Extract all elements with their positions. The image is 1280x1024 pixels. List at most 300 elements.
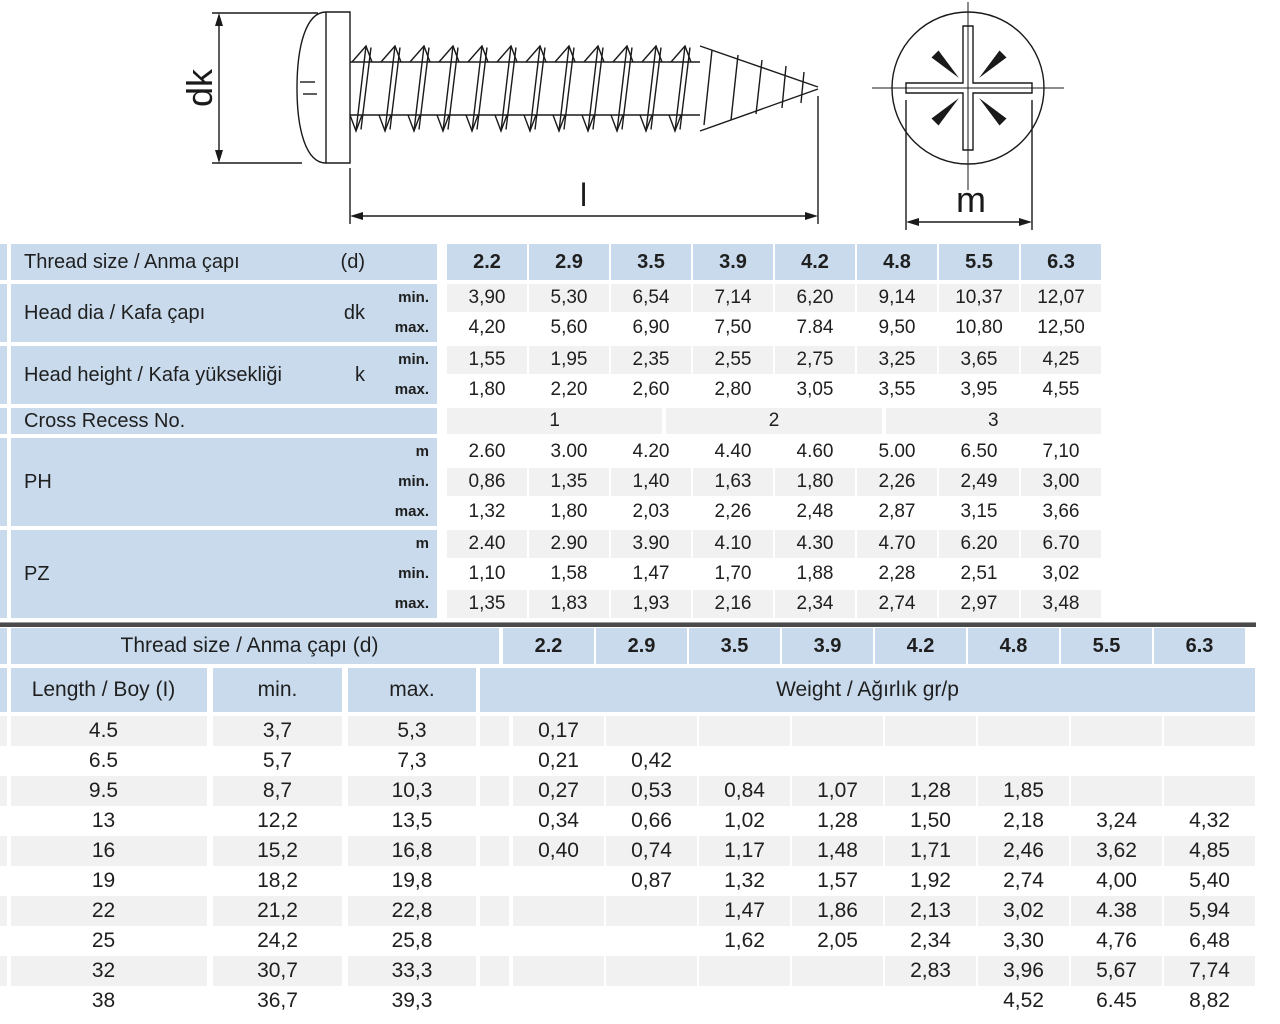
weight-cells [513,956,1255,986]
table-cell: 5.5 [939,244,1019,280]
row-label-text: Cross Recess No. [24,409,186,432]
min-cell: 18,2 [257,869,298,892]
weight-cells [513,986,1255,1016]
table-cell: 2,13 [885,896,976,926]
table-row [0,896,1256,926]
table-cell: 1,80 [775,468,855,496]
table-cell: 1,47 [632,563,670,584]
weight-cells [513,746,1255,776]
length-cell: 9.5 [0,776,207,806]
size-header-cells [503,628,1245,664]
length-cell: 16 [0,836,207,866]
table-cell: 6.70 [1021,530,1101,558]
table-cell: 2,55 [693,346,773,374]
table-cell: 2.60 [468,441,506,462]
table-cell: 1,28 [817,809,858,832]
table-cell: 2.9 [529,244,609,280]
table-cell: 1,10 [468,563,506,584]
table-cell: 1,80 [468,379,506,400]
table-cell: 4,25 [1021,346,1101,374]
table-cell: 2.2 [447,244,527,280]
table-cell: 2,74 [1003,869,1044,892]
table-cell [1164,716,1255,746]
table-cell: 1,48 [792,836,883,866]
length-cell: 22 [0,896,207,926]
table-cell: 3,00 [1021,468,1101,496]
table-cell: 6.20 [939,530,1019,558]
table-cell: 1,85 [978,776,1069,806]
table-cell: 7.84 [796,317,834,338]
table-cell [606,926,697,956]
row-label-thread-size [0,244,437,280]
sublabel: min. [398,473,429,490]
table-cell: 2,35 [611,346,691,374]
table-cell: 1,93 [611,590,691,618]
table-cell: 5,67 [1071,956,1162,986]
table-cell: 1,17 [699,836,790,866]
screw-side-view [212,12,818,224]
table-cell: 3,96 [978,956,1069,986]
table-block-cross-recess [0,408,1102,434]
table-row [0,866,1256,896]
table-cell: 2,87 [878,501,916,522]
length-dimension-label: l [580,177,588,213]
table-row-values [447,560,1101,588]
table-cell [699,746,790,776]
table-cell [513,986,604,1016]
table-cell: 2,51 [960,563,998,584]
min-cell: 15,2 [213,836,342,866]
table-cell: 0,40 [513,836,604,866]
table-cell: 4.8 [857,244,937,280]
sublabel: min. [398,289,429,306]
table-cell: 0,66 [631,809,672,832]
table-cell: 5,60 [550,317,588,338]
table-cell: 0,17 [513,716,604,746]
table-cell: 7,14 [693,284,773,312]
table2-header-label: Thread size / Anma çapı (d) [0,628,499,664]
table-cell: 2 [666,408,881,434]
table-cell: 3,95 [960,379,998,400]
recess-width-dimension-label: m [956,179,986,220]
table-cell: 2.90 [529,530,609,558]
table-cell: 3,25 [857,346,937,374]
table-cell: 3,65 [939,346,1019,374]
min-cell: 3,7 [213,716,342,746]
table-cell: 6,20 [775,284,855,312]
table-cell: 4,32 [1189,809,1230,832]
table-cell: 4,20 [468,317,506,338]
dk-dimension-label: dk [179,68,220,108]
length-cell: 25 [0,926,207,956]
table-cell [513,866,604,896]
table-cell [1071,746,1162,776]
table-row-values [447,438,1101,466]
table-cell: 1,55 [447,346,527,374]
table-cell: 3,66 [1042,501,1080,522]
min-cell: 12,2 [257,809,298,832]
table-row-values [447,284,1101,312]
table-cell [513,956,604,986]
row-label-head-dia [0,284,437,342]
max-cell: 5,3 [348,716,476,746]
table-cell: 4.10 [693,530,773,558]
table-cell: 6,90 [632,317,670,338]
table-cell: 1,63 [693,468,773,496]
dimensions-table [0,244,1102,618]
table-cell: 6.3 [1021,244,1101,280]
table-cell: 2,60 [632,379,670,400]
max-cell: 7,3 [397,749,427,772]
table-cell: 6.50 [960,441,998,462]
table-cell: 0,87 [631,869,672,892]
table-cell: 5.5 [1061,628,1152,664]
table-cell: 1,28 [885,776,976,806]
table-cell [699,986,790,1016]
table-cell: 2,16 [693,590,773,618]
table-cell: 1,07 [792,776,883,806]
table-cell [978,746,1069,776]
table-cell: 2,05 [817,929,858,952]
table-cell: 2,75 [775,346,855,374]
table-cell: 3 [886,408,1101,434]
table-cell: 9,14 [857,284,937,312]
table-cell [606,716,697,746]
row-label-text: Head dia / Kafa çapı [24,301,206,324]
table-row [0,776,1256,806]
table-row [0,926,1256,956]
row-label-text: Thread size / Anma çapı [24,250,240,273]
screw-head-outline [297,12,350,163]
table-cell: 4.30 [775,530,855,558]
row-label-text: PZ [24,562,50,585]
table-row [0,836,1256,866]
table-cell: 0,42 [631,749,672,772]
table-cell: 1,62 [724,929,765,952]
min-cell: 24,2 [257,929,298,952]
table-cell: 1,40 [611,468,691,496]
table-cell: 2,28 [878,563,916,584]
table-cell: 6.3 [1154,628,1245,664]
table-cell: 1,35 [447,590,527,618]
table-cell [1164,746,1255,776]
table-cell: 1,95 [529,346,609,374]
table-cell: 10,37 [939,284,1019,312]
weight-cells [513,896,1255,926]
table-cell: 3.9 [782,628,873,664]
table-cell: 12,50 [1037,317,1085,338]
max-cell: 39,3 [391,989,433,1012]
table-cell: 3,02 [1042,563,1080,584]
spacer-cell [480,716,509,746]
table-cell: 0,84 [699,776,790,806]
table-cell: 4,55 [1042,379,1080,400]
spacer-cell [480,866,509,896]
max-cell: 22,8 [348,896,476,926]
size-header-cells [447,244,1101,280]
table-cell: 2,34 [910,929,951,952]
table-cell: 3,90 [447,284,527,312]
table2-header-row [0,628,1256,664]
table-cell: 2.2 [503,628,594,664]
table-cell: 3,02 [978,896,1069,926]
table-cell: 1,70 [714,563,752,584]
length-cell: 13 [0,806,207,836]
table-cell: 2,80 [714,379,752,400]
spacer-cell [480,926,509,956]
spacer-cell [480,956,509,986]
table-row [0,956,1256,986]
table-cell: 0,74 [606,836,697,866]
table-cell: 3,62 [1071,836,1162,866]
min-cell: 30,7 [213,956,342,986]
table-cell: 0,34 [538,809,579,832]
table-cell [513,926,604,956]
cross-recess-cells [447,408,1101,434]
table-cell: 4,52 [1003,989,1044,1012]
length-cell: 19 [0,866,207,896]
spacer-cell [480,776,509,806]
sublabel: m [415,535,429,552]
table-cell: 0,53 [606,776,697,806]
row-symbol: k [355,363,365,386]
table-cell: 1,35 [529,468,609,496]
max-cell: 10,3 [348,776,476,806]
table-cell: 2,74 [857,590,937,618]
table-cell: 3.5 [689,628,780,664]
table-row-values [447,468,1101,496]
max-cell: 19,8 [391,869,433,892]
technical-drawing [0,0,1280,242]
table-cell: 1,47 [699,896,790,926]
length-column-header: Length / Boy (I) [0,668,207,712]
weight-cells [513,836,1255,866]
table-block-head-height [0,346,1102,404]
sublabel: min. [398,565,429,582]
table-row-values [447,346,1101,374]
table-cell: 3,24 [1096,809,1137,832]
min-cell: 21,2 [213,896,342,926]
table-cell: 1,32 [724,869,765,892]
table-cell: 4,76 [1096,929,1137,952]
table-cell: 1,88 [796,563,834,584]
table-cell: 0,86 [447,468,527,496]
section-divider [0,622,1256,627]
table-cell: 2.9 [596,628,687,664]
weight-cells [513,866,1255,896]
table-cell [699,956,790,986]
table-row [0,746,1256,776]
weight-cells [513,806,1255,836]
table-cell: 4.2 [775,244,855,280]
table-cell: 1,71 [885,836,976,866]
row-label-pz [0,530,437,618]
table-cell: 3.5 [611,244,691,280]
table-cell [885,716,976,746]
table-cell [792,956,883,986]
max-column-header: max. [348,668,476,712]
table-cell [885,746,976,776]
table-cell: 3.00 [550,441,588,462]
spacer-cell [480,836,509,866]
table-cell: 1,92 [910,869,951,892]
table-cell: 7,10 [1042,441,1080,462]
table-cell: 5.00 [878,441,916,462]
table-cell: 2,26 [857,468,937,496]
table-row [0,716,1256,746]
length-cell: 32 [0,956,207,986]
table-block-pz [0,530,1102,618]
sublabel-column [381,530,429,618]
table-cell: 1 [447,408,662,434]
table-cell [1164,776,1255,806]
table-cell: 4.38 [1071,896,1162,926]
table-cell: 4.8 [968,628,1059,664]
table-cell: 1,32 [468,501,506,522]
table-row-values [447,314,1101,342]
table-cell: 5,94 [1164,896,1255,926]
table-cell [792,716,883,746]
length-cell: 6.5 [0,746,207,776]
sublabel-column [381,346,429,404]
table-cell: 4.60 [796,441,834,462]
table-cell: 7,74 [1164,956,1255,986]
table-row-thread-size [0,244,1102,280]
row-symbol: (d) [340,250,365,273]
table-cell: 5,30 [529,284,609,312]
table-cell: 6.45 [1096,989,1137,1012]
table-cell: 1,86 [792,896,883,926]
table-cell: 4.70 [857,530,937,558]
sublabel-column [381,438,429,526]
row-symbol: dk [343,301,365,324]
table2-subheader-row [0,668,1256,712]
table-cell: 3,55 [878,379,916,400]
min-cell: 5,7 [262,749,293,772]
table-cell [885,986,976,1016]
table-row-values [447,590,1101,618]
table-cell: 3.90 [611,530,691,558]
table-cell: 2,97 [939,590,1019,618]
length-weight-table [0,628,1256,1016]
row-label-head-height [0,346,437,404]
table-cell [792,746,883,776]
min-cell: 36,7 [257,989,298,1012]
table-cell: 2,34 [775,590,855,618]
table-row-values [447,498,1101,526]
sublabel-column [381,284,429,342]
row-label-cross-recess [0,408,437,434]
table-cell: 7,50 [714,317,752,338]
table-cell: 4.2 [875,628,966,664]
table-cell [792,986,883,1016]
table-block-ph [0,438,1102,526]
table-cell: 1,57 [817,869,858,892]
table-cell: 0,21 [538,749,579,772]
table-row [0,806,1256,836]
weight-column-header: Weight / Ağırlık gr/p [480,668,1255,712]
table-cell [1071,716,1162,746]
sublabel: max. [394,503,429,520]
table-cell: 6,48 [1189,929,1230,952]
sublabel: min. [398,351,429,368]
spacer-cell [480,896,509,926]
table-cell: 2,18 [1003,809,1044,832]
table-cell: 1,02 [724,809,765,832]
spacer-cell [480,986,509,1016]
table-cell: 1,58 [550,563,588,584]
table-cell: 2,03 [632,501,670,522]
table-cell: 3,30 [1003,929,1044,952]
weight-cells [513,716,1255,746]
table-cell: 3,05 [796,379,834,400]
table-cell: 2,83 [885,956,976,986]
table-cell: 0,27 [513,776,604,806]
sublabel: m [415,443,429,460]
table-cell: 1,83 [529,590,609,618]
table-cell: 10,80 [955,317,1003,338]
table-cell: 5,40 [1189,869,1230,892]
table-cell [513,896,604,926]
row-label-text: Head height / Kafa yüksekliği [24,363,282,386]
length-cell: 4.5 [0,716,207,746]
row-label-text: PH [24,470,52,493]
sublabel: max. [394,595,429,612]
spacer-cell [480,806,509,836]
table-cell [606,986,697,1016]
row-label-ph [0,438,437,526]
min-column-header: min. [213,668,342,712]
max-cell: 25,8 [391,929,433,952]
table-cell: 2,46 [978,836,1069,866]
table-cell: 9,50 [878,317,916,338]
table-row-values [447,530,1101,558]
table-cell [606,956,697,986]
table-cell: 2,20 [550,379,588,400]
table-cell [606,896,697,926]
table-cell: 2,48 [796,501,834,522]
table-row-values [447,376,1101,404]
length-cell: 38 [0,986,207,1016]
table-cell: 3,48 [1021,590,1101,618]
table-cell [699,716,790,746]
spacer-cell [480,746,509,776]
table-cell: 2,26 [714,501,752,522]
sublabel: max. [394,381,429,398]
table-cell: 12,07 [1021,284,1101,312]
table-cell: 4,85 [1164,836,1255,866]
max-cell: 16,8 [348,836,476,866]
table-cell: 4.20 [632,441,670,462]
table-cell: 4,00 [1096,869,1137,892]
table-cell: 4.40 [714,441,752,462]
table-cell: 1,50 [910,809,951,832]
sublabel: max. [394,319,429,336]
table-cell: 6,54 [611,284,691,312]
weight-cells [513,926,1255,956]
weight-cells [513,776,1255,806]
table-cell: 3.9 [693,244,773,280]
table-row [0,986,1256,1016]
table-block-head-dia [0,284,1102,342]
table-cell [1071,776,1162,806]
table-cell: 2,49 [939,468,1019,496]
table-cell: 2.40 [447,530,527,558]
min-cell: 8,7 [213,776,342,806]
table-cell: 8,82 [1189,989,1230,1012]
dk-dimension [212,13,318,163]
table-cell: 3,15 [960,501,998,522]
